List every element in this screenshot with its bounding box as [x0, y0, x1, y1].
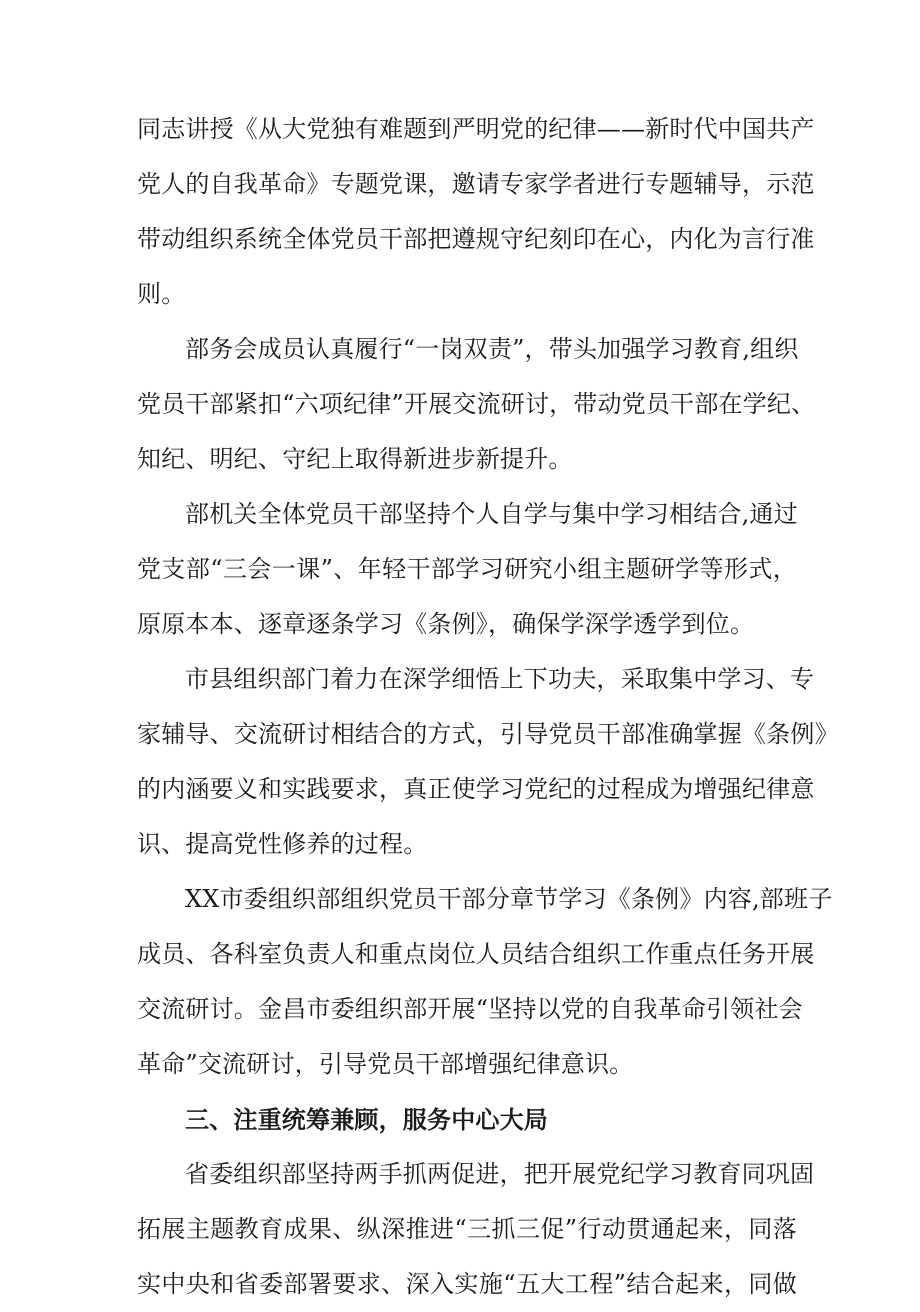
- text-line: 革命”交流研讨，引导党员干部增强纪律意识。: [137, 1050, 634, 1078]
- paragraph: [137, 652, 839, 872]
- text-line: 实中央和省委部署要求、深入实施“五大工程”结合起来，同做: [137, 1270, 797, 1298]
- paragraph: [137, 322, 816, 487]
- text-line: XX市委组织部组织党员干部分章节学习《条例》内容,部班子: [185, 885, 833, 913]
- paragraph: [137, 872, 833, 1092]
- text-line: 知纪、明纪、守纪上取得新进步新提升。: [137, 445, 573, 473]
- text-line: 交流研讨。金昌市委组织部开展“坚持以党的自我革命引领社会: [137, 995, 803, 1023]
- paragraph: [137, 1147, 815, 1312]
- text-line: 识、提高党性修养的过程。: [137, 830, 428, 858]
- text-line: 原原本本、逐章逐条学习《条例》，确保学深学透学到位。: [137, 610, 755, 638]
- text-line: 成员、各科室负责人和重点岗位人员结合组织工作重点任务开展: [137, 940, 815, 968]
- text-line: 带动组织系统全体党员干部把遵规守纪刻印在心，内化为言行准: [137, 225, 815, 253]
- text-line: 省委组织部坚持两手抓两促进，把开展党纪学习教育同巩固: [185, 1160, 815, 1188]
- section-heading: 三、注重统筹兼顾，服务中心大局: [185, 1105, 548, 1134]
- paragraph: [137, 487, 797, 652]
- text-line: 则。: [137, 280, 186, 308]
- text-line: 党人的自我革命》专题党课，邀请专家学者进行专题辅导，示范: [137, 170, 815, 198]
- text-line: 拓展主题教育成果、纵深推进“三抓三促”行动贯通起来，同落: [137, 1215, 797, 1243]
- text-line: 部机关全体党员干部坚持个人自学与集中学习相结合,通过: [185, 500, 798, 528]
- text-line: 的内涵要义和实践要求，真正使学习党纪的过程成为增强纪律意: [137, 775, 815, 803]
- text-line: 家辅导、交流研讨相结合的方式，引导党员干部准确掌握《条例》: [137, 720, 839, 748]
- text-line: 党员干部紧扣“六项纪律”开展交流研讨，带动党员干部在学纪、: [137, 390, 816, 418]
- text-line: 党支部“三会一课”、年轻干部学习研究小组主题研学等形式，: [137, 555, 797, 583]
- text-line: 同志讲授《从大党独有难题到严明党的纪律——新时代中国共产: [137, 115, 815, 143]
- paragraph: [137, 102, 815, 322]
- document-body: [137, 102, 839, 1312]
- text-line: 部务会成员认真履行“一岗双责”，带头加强学习教育,组织: [185, 335, 799, 363]
- text-line: 市县组织部门着力在深学细悟上下功夫，采取集中学习、专: [185, 665, 815, 693]
